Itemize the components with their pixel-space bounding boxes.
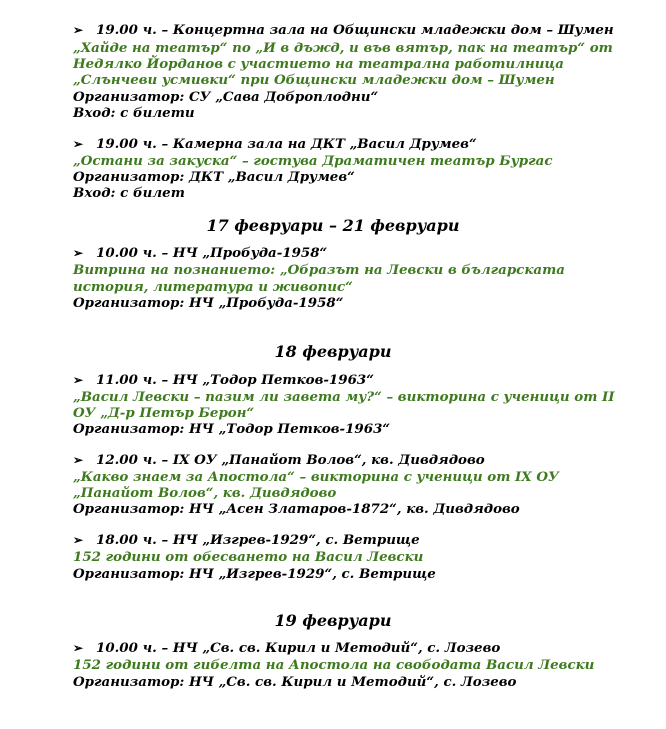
event-title: 10.00 ч. – НЧ „Пробуда-1958“ xyxy=(96,245,328,261)
bullet-arrow-icon: ➢ xyxy=(73,246,84,260)
bullet-arrow-icon: ➢ xyxy=(73,641,84,655)
event-description: „Панайот Волов“, кв. Дивдядово xyxy=(73,485,337,501)
event-title: 18.00 ч. – НЧ „Изгрев-1929“, с. Ветрище xyxy=(96,532,420,548)
event-description: 152 години от гибелта на Апостола на свободата Васил Левски xyxy=(73,657,595,673)
event-description: „Васил Левски – пазим ли завета му?“ – викторина с ученици от II xyxy=(73,389,615,405)
event-organizer: Организатор: НЧ „Тодор Петков-1963“ xyxy=(73,421,391,437)
event-organizer: Организатор: НЧ „Изгрев-1929“, с. Ветрище xyxy=(73,566,436,582)
event-description: Недялко Йорданов с участието на театрална работилница xyxy=(73,56,564,72)
bullet-arrow-icon: ➢ xyxy=(73,533,84,547)
event-organizer: Организатор: НЧ „Св. св. Кирил и Методий“, с. Лозево xyxy=(73,674,517,690)
date-heading: 19 февруари xyxy=(274,611,392,630)
date-heading: 17 февруари – 21 февруари xyxy=(206,216,460,235)
bullet-arrow-icon: ➢ xyxy=(73,453,84,467)
bullet-arrow-icon: ➢ xyxy=(73,373,84,387)
event-organizer: Организатор: СУ „Сава Доброплодни“ xyxy=(73,89,379,105)
event-title: 19.00 ч. – Камерна зала на ДКТ „Васил Друмев“ xyxy=(96,136,477,152)
event-title: 12.00 ч. – IX ОУ „Панайот Волов“, кв. Дивдядово xyxy=(96,452,485,468)
event-entry: Вход: с билети xyxy=(73,105,195,121)
event-description: „Какво знаем за Апостола“ – викторина с ученици от IX ОУ xyxy=(73,469,559,485)
event-organizer: Организатор: ДКТ „Васил Друмев“ xyxy=(73,169,355,185)
event-description: ОУ „Д-р Петър Берон“ xyxy=(73,405,255,421)
bullet-arrow-icon: ➢ xyxy=(73,23,84,37)
event-organizer: Организатор: НЧ „Пробуда-1958“ xyxy=(73,295,344,311)
event-description: „Остани за закуска“ – гостува Драматичен театър Бургас xyxy=(73,153,553,169)
event-entry: Вход: с билет xyxy=(73,185,185,201)
event-description: „Слънчеви усмивки“ при Общински младежки дом – Шумен xyxy=(73,72,555,88)
date-heading: 18 февруари xyxy=(274,342,392,361)
event-title: 19.00 ч. – Концертна зала на Общински младежки дом – Шумен xyxy=(96,22,614,38)
event-title: 11.00 ч. – НЧ „Тодор Петков-1963“ xyxy=(96,372,374,388)
event-description: Витрина на познанието: „Образът на Левски в българската xyxy=(73,262,565,278)
event-description: „Хайде на театър“ по „И в дъжд, и във вятър, пак на театър“ от xyxy=(73,40,613,56)
event-organizer: Организатор: НЧ „Асен Златаров-1872“, кв. Дивдядово xyxy=(73,501,520,517)
bullet-arrow-icon: ➢ xyxy=(73,137,84,151)
event-description: история, литература и живопис“ xyxy=(73,279,353,295)
event-description: 152 години от обесването на Васил Левски xyxy=(73,549,424,565)
event-title: 10.00 ч. – НЧ „Св. св. Кирил и Методий“, с. Лозево xyxy=(96,640,501,656)
